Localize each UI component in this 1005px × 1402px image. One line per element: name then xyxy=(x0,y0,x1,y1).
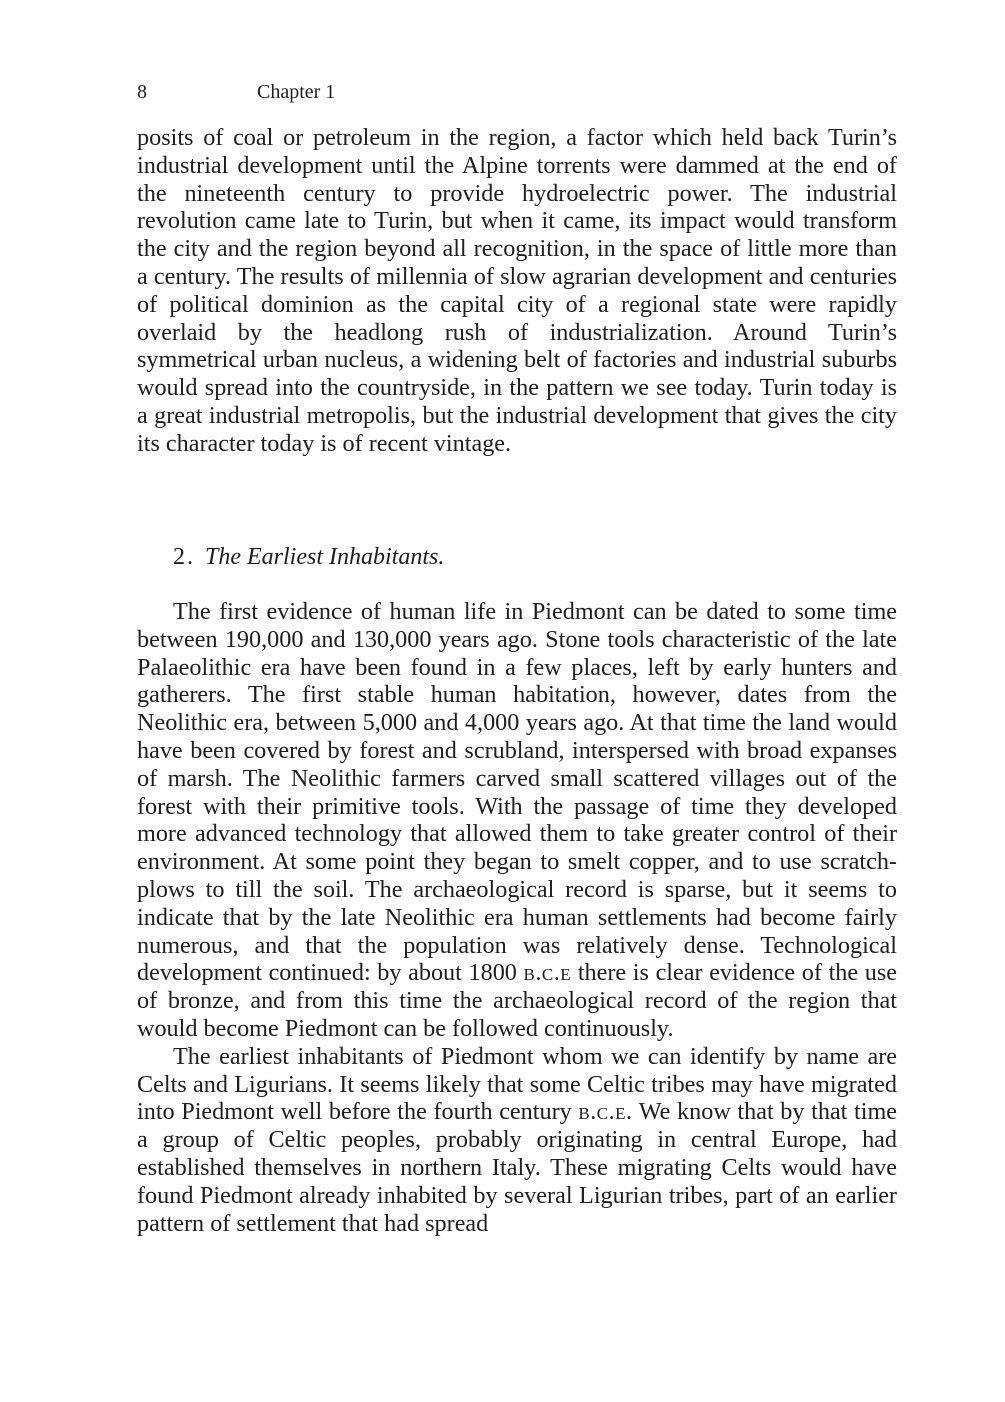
text-block-section xyxy=(137,598,897,1237)
chapter-title: Chapter 1 xyxy=(257,81,336,103)
paragraph-text: The first evidence of human life in Piedmont can be dated to some time between 190,000 and 130,000 years ago. Stone tools characteristic of the late Palaeolithic era have been found in a few places, left by early hunters and gatherers. The first stable human habitation, however, dates from the Neolithic era, between 5,000 and 4,000 years ago. At that time the land would have been covered by forest and scrubland, interspersed with broad expanses of marsh. The Neolithic farmers carved small scattered villages out of the forest with their primitive tools. With the passage of time they developed more advanced technology that allowed them to take greater control of their environment. At some point they began to smelt copper, and to use scratch-plows to till the soil. The archaeological record is sparse, but it seems to indicate that by the late Neolithic era human settlements had become fairly numerous, and that the population was relatively dense. Technological development continued: by about 1800 xyxy=(137,598,897,987)
paragraph-text: We know that by that time a group of Celtic peoples, probably originating in central Europe, had established themselves in northern Italy. These migrating Celts would have found Piedmont already inhabited by several Ligurian tribes, part of an earlier pattern of settlement that had spread xyxy=(137,1098,898,1237)
section-heading xyxy=(173,543,444,571)
paragraph-first-evidence xyxy=(137,598,897,1043)
era-abbreviation: b.c.e xyxy=(523,959,572,987)
running-head xyxy=(137,79,335,105)
paragraph-continuation: posits of coal or petroleum in the region, a factor which held back Turin’s industrial development until the Alpine torrents were dammed at the end of the nineteenth century to provide hydroelectric power. The industrial revolution came late to Turin, but when it came, its impact would transform the city and the region beyond all recognition, in the space of little more than a century. The results of millennia of slow agrarian development and centuries of political dominion as the capital city of a regional state were rapidly overlaid by the headlong rush of industrialization. Around Turin’s symmetrical urban nucleus, a widening belt of factories and industrial suburbs would spread into the countryside, in the pattern we see today. Turin today is a great industrial metropolis, but the industrial development that gives the city its character today is of recent vintage. xyxy=(137,124,897,457)
era-abbreviation: b.c.e. xyxy=(578,1098,633,1126)
paragraph-earliest-inhabitants xyxy=(137,1043,897,1238)
paragraph-text: there is clear evidence of the use of bronze, and from this time the archaeological record of the region that would become Piedmont can be followed continuously. xyxy=(137,959,897,1042)
paragraph-text: The earliest inhabitants of Piedmont whom we can identify by name are Celts and Ligurians. It seems likely that some Celtic tribes may have migrated into Piedmont well before the fourth century xyxy=(137,1042,897,1126)
text-block-continuation xyxy=(137,124,897,458)
section-title: The Earliest Inhabitants. xyxy=(205,544,445,570)
section-number: 2. xyxy=(173,544,195,570)
page-number: 8 xyxy=(137,81,147,103)
